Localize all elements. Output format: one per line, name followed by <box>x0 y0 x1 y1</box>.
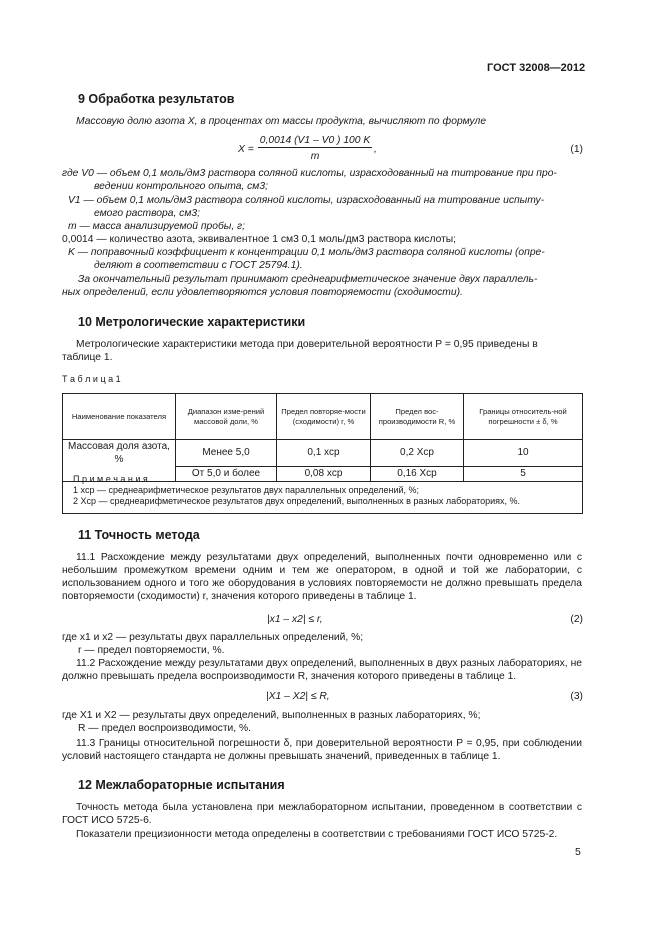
formula-number: (1) <box>570 144 583 155</box>
table-notes <box>62 471 583 514</box>
def-v1: V1 — объем 0,1 моль/дм3 раствора соляной кислоты, израсходованный на титрование испыту- <box>68 195 545 206</box>
table-row <box>63 440 583 467</box>
def-k: K — поправочный коэффициент к концентрации 0,1 моль/дм3 раствора соляной кислоты (опре- <box>68 247 545 258</box>
formula-2-number: (2) <box>570 614 583 625</box>
final-result-cont: ных определений, если удовлетворяются условия повторяемости (сходимости). <box>62 287 463 298</box>
table-cell: 0,1 xср <box>277 440 371 467</box>
final-result: За окончательный результат принимают среднеарифметическое значение двух параллель- <box>78 274 538 285</box>
table-header: Границы относитель-ной погрешности ± δ, % <box>464 394 583 440</box>
metrology-table <box>62 393 583 482</box>
table-cell: 0,08 xср <box>277 466 371 481</box>
def-X1-X2: где X1 и X2 — результаты двух определений, выполненных в разных лабораториях, %; <box>62 710 481 721</box>
def-R: R — предел воспроизводимости, %. <box>78 723 252 734</box>
s11-p3: 11.3 Границы относительной погрешности δ, при доверительной вероятности P = 0,95, при соблюдении условий настоящего стандарта не должны превышать значений, приведенных в таблице 1. <box>62 738 582 762</box>
s10-text-cont: таблице 1. <box>62 352 113 363</box>
section-12-title: 12 Межлабораторные испытания <box>78 778 285 792</box>
formula-lhs: X = <box>238 144 254 155</box>
table-header: Диапазон изме-рений массовой доли, % <box>176 394 277 440</box>
formula-2: |x1 – x2| ≤ r, <box>267 614 323 625</box>
def-v0-cont: ведении контрольного опыта, см3; <box>94 181 268 192</box>
table-cell: Менее 5,0 <box>176 440 277 467</box>
formula-3-number: (3) <box>570 691 583 702</box>
table-header-row <box>63 394 583 440</box>
s11-p1: 11.1 Расхождение между результатами двух определений, выполненных почти одновременно или с небольшим промежутком времени одним и тем же оператором, в одной и той же лаборатории, с использованием одного и того же оборудования в условиях повторяемости не должно превышать предела повторяемости (сходимости) r, значения которого приведены в таблице 1. <box>62 552 582 602</box>
table-cell: 5 <box>464 466 583 481</box>
s12-p1: Точность метода была установлена при межлабораторном испытании, проведенном в соответствии с ГОСТ ИСО 5725-6. <box>62 802 582 826</box>
table-cell: Массовая доля азота, % <box>63 440 176 467</box>
note-2: 2 Xср — среднеарифметическое результатов двух определений, выполненных в разных лабораториях, %. <box>73 496 521 506</box>
def-r: r — предел повторяемости, %. <box>78 645 225 656</box>
s9-intro: Массовую долю азота X, в процентах от массы продукта, вычисляют по формуле <box>76 116 487 127</box>
def-v1-cont: емого раствора, см3; <box>94 208 200 219</box>
page-number: 5 <box>575 846 581 858</box>
s12-p2: Показатели прецизионности метода определены в соответствии с требованиями ГОСТ ИСО 5725-2. <box>76 829 558 840</box>
table-label: Т а б л и ц а 1 <box>62 374 121 384</box>
formula-comma: , <box>374 144 377 155</box>
table-cell: 0,2 Xср <box>371 440 464 467</box>
s11-p2: 11.2 Расхождение между результатами двух определений, выполненных в двух разных лабораториях, не должно превышать предела воспроизводимости R, значения которого приведены в таблице 1. <box>62 658 582 682</box>
table-cell: От 5,0 и более <box>176 466 277 481</box>
formula-denominator: m <box>310 151 320 162</box>
section-11-title: 11 Точность метода <box>78 528 200 542</box>
def-const: 0,0014 — количество азота, эквивалентное 1 см3 0,1 моль/дм3 раствора кислоты; <box>62 234 457 245</box>
notes-title: П р и м е ч а н и я <box>73 474 148 484</box>
table-header: Предел повторяе-мости (сходимости) r, % <box>277 394 371 440</box>
section-10-title: 10 Метрологические характеристики <box>78 315 306 329</box>
table-cell: 10 <box>464 440 583 467</box>
formula-numerator: 0,0014 (V1 – V0 ) 100 K <box>259 135 371 146</box>
table-header: Наименование показателя <box>63 394 176 440</box>
def-v0: где V0 — объем 0,1 моль/дм3 раствора соляной кислоты, израсходованный на титрование при про- <box>62 168 557 179</box>
standard-code: ГОСТ 32008—2012 <box>487 62 586 74</box>
formula-3: |X1 – X2| ≤ R, <box>266 691 330 702</box>
note-1: 1 xср — среднеарифметическое результатов двух параллельных определений, %; <box>73 485 420 495</box>
def-m: m — масса анализируемой пробы, г; <box>68 221 245 232</box>
def-k-cont: деляют в соответствии с ГОСТ 25794.1). <box>94 260 303 271</box>
s10-text: Метрологические характеристики метода при доверительной вероятности P = 0,95 приведены в <box>76 339 538 350</box>
section-9-title: 9 Обработка результатов <box>78 92 235 106</box>
table-cell: 0,16 Xср <box>371 466 464 481</box>
def-x1-x2: где x1 и x2 — результаты двух параллельных определений, %; <box>62 632 364 643</box>
table-header: Предел вос-производимости R, % <box>371 394 464 440</box>
